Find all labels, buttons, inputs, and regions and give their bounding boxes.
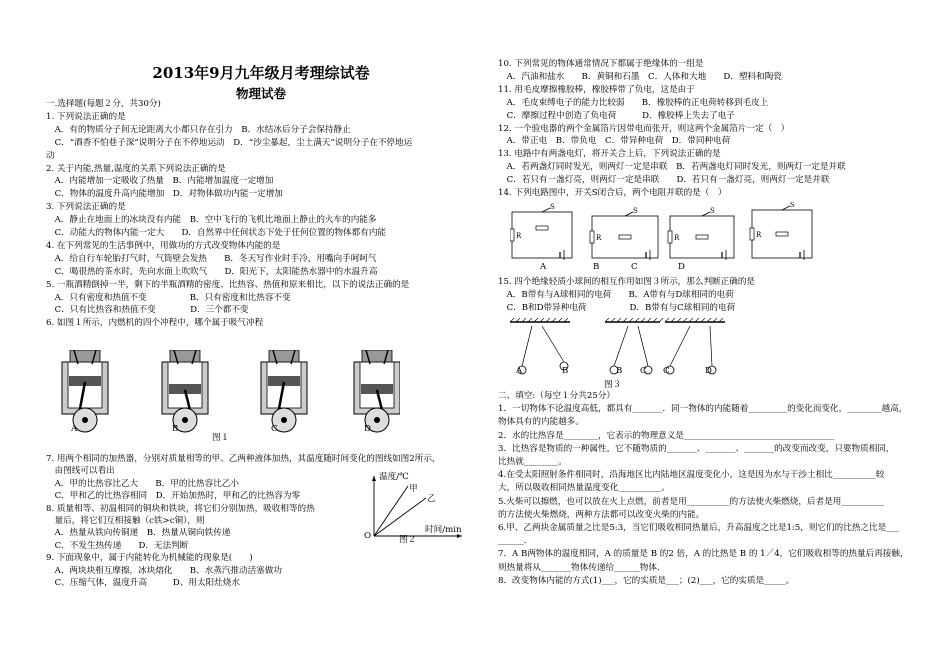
fig1-label-a: A [71,424,78,434]
left-lines-line-9: A．静止在地面上的冰块没有内能 B．空中飞行的飞机比地面上静止的火车的内能多 [46,215,377,226]
figure-3-balls [510,318,750,378]
right-lines-line-1: A．汽油和盐水 B．黄铜和石墨 C．人体和大地 D．塑料和陶瓷 [498,71,782,82]
fig1-label-c: C [271,424,278,434]
left-lines-line-6: A．内能增加一定吸收了热量 B．内能增加温度一定增加 [46,176,274,187]
right-lines3-line-4: 3．比热容是物质的一种属性，它不随物质的_______、_______、_______的改变而改变，只要物质相同， [498,443,895,454]
left-lines2-line-10: C、压缩气体，温度升高 D、用太阳灶烧水 [46,578,240,588]
fig2-series-jia: 甲 [409,484,418,494]
engine-cylinder-2 [261,350,307,432]
left-lines-line-13: C．喝很热的茶水时，先向水面上吹吹气 D．阳光下，太阳能热水器中的水温升高 [46,266,378,277]
fig14-label-c: C [631,262,638,272]
left-lines-line-14: 5. 一瓶酒精倒掉一半，剩下的半瓶酒精的密度、比热容、热值和原来相比，以下的说法正确的是 [46,279,410,290]
left-lines2-line-7: C．不发生热传递 D．无法判断 [46,540,189,551]
right-lines3-line-11: ______． [498,536,533,547]
right-lines3-line-8: 5.火柴可以擦燃，也可以放在火上点燃，前者是用__________的方法使火柴燃烧，后者是用__________ [498,496,885,507]
right-lines3-line-9: 的方法使火柴燃烧，两种方法都可以改变火柴的内能。 [498,509,705,520]
right-lines3-line-10: 6.甲、乙两块金属质量之比是5:3，当它们吸收相同热量后，升高温度之比是1:5，则它们的比热之比是___ [498,523,900,533]
fig3-ball-a: A [516,366,523,376]
circuit-0 [510,203,572,260]
svg-text:R: R [596,234,602,242]
svg-text:S: S [550,203,555,211]
figure-q14-circuits [510,202,830,262]
fig3-ball-c2: C [663,366,670,376]
left-lines-line-0: 一.选择题(每题２分，共30分) [46,99,161,109]
left-lines2-line-5: 量后，将它们互相接触（c铁>c铜），则 [46,516,205,526]
left-lines-line-15: A．只有密度和热值不变 B．只有密度和比热容不变 [46,292,291,303]
right-lines-line-2: 11. 用毛皮摩擦橡胶棒，橡胶棒带了负电，这是由于 [498,84,695,95]
right-lines3-line-2: 物体具有的内能越多。 [498,417,584,428]
right-lines-line-0: 10. 下列常见的物体通常情况下都属于绝缘体的一组是 [498,59,704,69]
fig3-caption: 图３ [604,380,622,390]
left-lines-line-12: A．给自行车轮胎打气时，气筒壁会发热 B．冬天写作业时手冷，用嘴向手呵呵气 [46,253,377,264]
fig3-ball-d: D [705,366,712,376]
right-lines2-line-0: 15. 四个绝缘轻质小球间的相互作用如图３所示，那么判断正确的是 [498,277,756,287]
fig2-xlabel: 时间/min [425,525,462,535]
circuit-3 [750,202,812,260]
fig14-label-b: B [593,262,600,272]
left-lines2-line-9: A、两块块相互摩擦，冰块熔化 B、水蒸汽推动活塞做功 [46,565,282,576]
fig3-ball-b: B [562,366,569,376]
right-lines-line-10: 14. 下列电路图中，开关S闭合后，两个电阻并联的是（ ） [498,188,727,198]
fig14-label-a: A [540,262,547,272]
left-lines-line-2: A．有的物质分子间无论距离大小都只存在引力 B．水结冰后分子会保持静止 [46,124,351,135]
fig2-series-yi: 乙 [427,494,436,504]
left-lines-line-11: 4. 在下列常见的生活事例中，用做功的方式改变物体内能的是 [46,240,281,251]
svg-text:S: S [633,207,638,215]
page-subtitle: 物理试卷 [235,86,286,101]
engine-cylinder-1 [162,350,208,432]
left-lines-line-8: 3. 下列说法正确的是 [46,202,126,213]
right-lines-line-5: 12. 一个验电器的两个金属箔片因带电而张开，则这两个金属箔片一定（ ） [498,123,790,134]
right-lines3-line-7: 大，所以吸收相同热量温度变化__________。 [498,483,670,494]
left-lines-line-3: C．“酒香不怕巷子深”说明分子在不停地运动 D．“沙尘暴起，尘土满天”说明分子在不停地运 [46,137,413,148]
right-lines3-line-13: 则热量将从_______物体传递给______物体． [498,562,666,573]
fig3-ball-c: C [640,366,647,376]
left-lines-line-7: C．物体的温度升高内能增加 D．对物体做功内能一定增加 [46,189,283,200]
fig2-ylabel: 温度/℃ [379,472,409,482]
fig1-caption: 图１ [212,433,230,443]
engine-cylinder-0 [62,350,108,432]
right-lines3-line-3: 2．水的比热容是________，它表示的物理意义是___________________________________ [498,430,835,441]
fig14-label-d: D [678,262,685,272]
fig1-label-b: B [172,424,179,434]
left-lines-line-16: C．只有比热容和热值不变 D．三个都不变 [46,305,249,316]
left-lines2-line-2: A．甲的比热容比乙大 B．甲的比热容比乙小 [46,478,239,489]
left-lines-line-10: C．动能大的物体内能一定大 D．自然界中任何状态下处于任何位置的物体都有内能 [46,228,387,238]
right-lines3-line-12: 7．A B两物体的温度相同，A 的质量是 B 的2 倍，A 的比热是 B 的 1／4，它们吸收相等的热量后再接触， [498,549,909,560]
series-yi-line [374,498,426,536]
right-lines3-line-0: 二、填空:（每空１分共25分） [498,391,615,401]
page-title: 2013年9月九年级月考理综试卷 [152,64,370,82]
svg-text:R: R [516,232,522,240]
left-lines-line-1: 1. 下列说法正确的是 [46,111,126,122]
right-lines-line-7: 13. 电路中有两盏电灯，将开关合上后，下列说法正确的是 [498,149,721,160]
fig3-ball-b2: B [616,366,623,376]
circuit-1 [590,207,658,260]
series-jia-line [374,486,408,536]
figure-1-engine-strokes [60,350,400,445]
right-lines-line-4: C．摩擦过程中创造了负电荷 D．橡胶棒上失去了电子 [498,110,735,121]
right-lines3-line-6: 4.在受太阳照射条件相同时，沿海地区比内陆地区温度变化小，这是因为水与干沙土相比__________较 [498,470,885,481]
left-lines-line-4: 动 [46,150,55,161]
right-lines3-line-5: 比热就________。 [498,457,567,467]
right-lines2-line-1: A．B带有与A球相同的电荷 B．A带有与D球相同的电荷 [498,289,734,300]
left-lines2-line-1: 由图线可以看出 [46,466,115,477]
left-lines-line-17: 6. 如图１所示，内燃机的四个冲程中，哪个属于吸气冲程 [46,318,264,329]
left-lines2-line-8: 9. 下面现象中，属于内能转化为机械能的现象是( ) [46,553,253,564]
fig2-origin: O [364,531,372,541]
right-lines-line-3: A．毛皮束缚电子的能力比较弱 B．橡胶棒的正电荷转移到毛皮上 [498,97,769,108]
left-lines2-line-3: C．甲和乙的比热容相同 D．开始加热时，甲和乙的比热容为零 [46,491,301,502]
left-lines-line-5: 2. 关于内能,热量,温度的关系下列说法正确的是 [46,163,226,174]
svg-text:S: S [710,207,715,215]
engine-cylinder-3 [354,350,400,432]
right-lines3-line-14: 8．改变物体内能的方式(1)___，它的实质是___；(2)___，它的实质是_____。 [498,575,795,586]
right-lines2-line-2: C．B和D带异种电荷 D．B带有与C球相同的电荷 [498,302,736,313]
circuit-2 [668,207,734,260]
right-lines-line-8: A．若两盏灯同时发光，则两灯一定是串联 B．若两盏电灯同时发光，则两灯一定是并联 [498,162,846,173]
fig1-label-d: D [364,424,371,434]
right-lines-line-6: A．带正电 B．带负电 C．带异种电荷 D．带同种电荷 [498,136,731,147]
left-lines2-line-0: 7. 用两个相同的加热器，分别对质量相等的甲、乙两种液体加热，其温度随时间变化的图线如图2所示， [46,454,441,464]
fig2-caption: 图２ [399,535,417,545]
left-lines2-line-6: A．热量从铁向传铜递 B．热量从铜向铁传递 [46,528,231,539]
right-lines-line-9: C．若只有一盏灯亮，则两灯一定是串联 D．若只有一盏灯亮，则两灯一定是并联 [498,175,830,186]
svg-text:R: R [756,231,762,239]
svg-text:S: S [790,202,795,209]
right-lines3-line-1: 1．一切物体不论温度高低，都具有_______．同一物体的内能随着_________的变化而变化，________越高， [498,404,908,415]
svg-text:R: R [674,234,680,242]
left-lines2-line-4: 8. 质量相等、初温相同的铜块和铁块，将它们分别加热，吸收相等的热 [46,503,315,514]
